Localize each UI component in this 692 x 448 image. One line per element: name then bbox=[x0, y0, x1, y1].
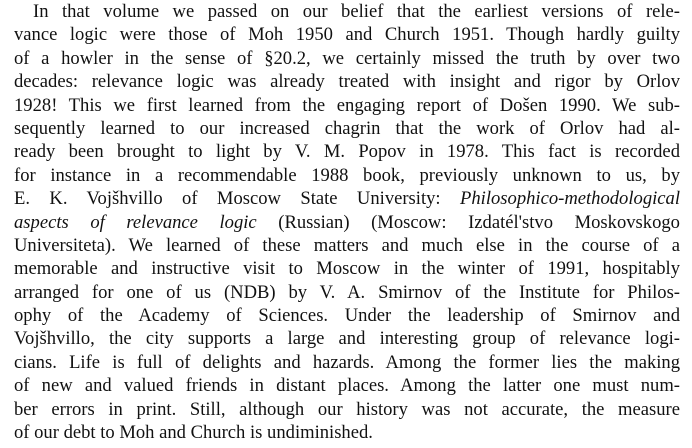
text-line-1: In that volume we passed on our belief that the earliest versions of rele- bbox=[33, 1, 680, 22]
text-line-7: ready been brought to light by V. M. Popov in 1978. This fact is recorded bbox=[14, 141, 680, 163]
text-line-9 bbox=[14, 187, 680, 210]
book-title-italic-part1: Philosophico-methodological bbox=[460, 188, 680, 210]
text-line-10-rest: (Russian) (Moscow: Izdatél'stvo Moskovskogo bbox=[256, 211, 680, 233]
text-line-8: for instance in a recommendable 1988 book, previously unknown to us, by bbox=[14, 164, 680, 186]
text-line-14: ophy of the Academy of Sciences. Under the leadership of Smirnov and bbox=[14, 305, 680, 327]
text-line-4: decades: relevance logic was already treated with insight and rigor by Orlov bbox=[14, 71, 680, 93]
text-line-11: Universiteta). We learned of these matters and much else in the course of a bbox=[14, 234, 680, 256]
text-line-18: ber errors in print. Still, although our history was not accurate, the measure bbox=[14, 398, 680, 420]
text-line-15: Vojšhvillo, the city supports a large and interesting group of relevance logi- bbox=[14, 328, 680, 350]
text-line-17: of new and valued friends in distant places. Among the latter one must num- bbox=[14, 375, 680, 397]
text-line-3: of a howler in the sense of §20.2, we certainly missed the truth by over two bbox=[14, 47, 680, 69]
text-line-2: vance logic were those of Moh 1950 and Church 1951. Though hardly guilty bbox=[14, 24, 680, 46]
text-line-13: arranged for one of us (NDB) by V. A. Smirnov of the Institute for Philos- bbox=[14, 281, 680, 303]
paragraph bbox=[14, 0, 680, 444]
text-line-19: of our debt to Moh and Church is undiminished. bbox=[14, 422, 373, 444]
text-line-10 bbox=[14, 211, 680, 234]
text-line-16: cians. Life is full of delights and hazards. Among the former lies the making bbox=[14, 351, 680, 373]
text-line-5: 1928! This we first learned from the engaging report of Došen 1990. We sub- bbox=[14, 94, 680, 116]
text-line-9-start: E. K. Vojšhvillo of Moscow State University: bbox=[14, 188, 441, 210]
text-line-12: memorable and instructive visit to Moscow in the winter of 1991, hospitably bbox=[14, 258, 680, 280]
text-line-6: sequently learned to our increased chagrin that the work of Orlov had al- bbox=[14, 117, 680, 139]
book-title-italic-part2: aspects of relevance logic bbox=[14, 211, 257, 233]
